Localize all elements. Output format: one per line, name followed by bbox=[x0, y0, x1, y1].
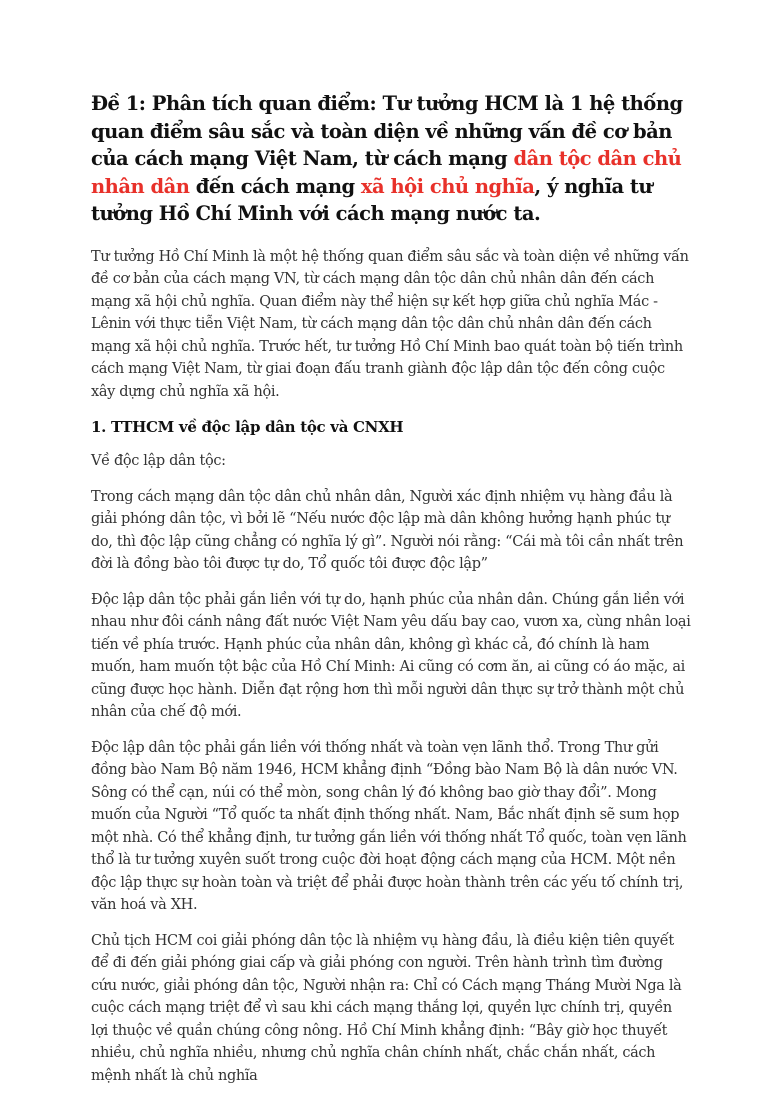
intro-paragraph: Tư tưởng Hồ Chí Minh là một hệ thống quan điểm sâu sắc và toàn diện về những vấn đề cơ bản của cách mạng VN, từ cách mạng dân tộc dân chủ nhân dân đến cách mạng xã hội chủ nghĩa. Quan điểm này thể hiện sự kết hợp giữa chủ nghĩa Mác - Lênin với thực tiễn Việt Nam, từ cách mạng dân tộc dân chủ nhân dân đến cách mạng xã hội chủ nghĩa. Trước hết, tư tưởng Hồ Chí Minh bao quát toàn bộ tiến trình cách mạng Việt Nam, từ giai đoạn đấu tranh giành độc lập dân tộc đến công cuộc xây dựng chủ nghĩa xã hội. bbox=[91, 248, 689, 400]
section-1-paragraph-2: Độc lập dân tộc phải gắn liền với tự do, hạnh phúc của nhân dân. Chúng gắn liền với nhau như đôi cánh nâng đất nước Việt Nam yêu dấu bay cao, vươn xa, cùng nhân loại tiến về phía trước. Hạnh phúc của nhân dân, không gì khác cả, đó chính là ham muốn, ham muốn tột bậc của Hồ Chí Minh: Ai cũng có cơm ăn, ai cũng có áo mặc, ai cũng được học hành. Diễn đạt rộng hơn thì mỗi người dân thực sự trở thành một chủ nhân của chế độ mới. bbox=[91, 591, 691, 720]
title-highlight-1: dân tộc dân chủ nhân dân bbox=[91, 147, 682, 198]
title-text-part-1: Đề 1: Phân tích quan điểm: Tư tưởng HCM là 1 hệ thống quan điểm sâu sắc và toàn diện về những vấn đề cơ bản của cách mạng Việt Nam, từ cách mạng bbox=[91, 92, 683, 170]
document-title bbox=[91, 90, 691, 228]
section-1-paragraph-4: Chủ tịch HCM coi giải phóng dân tộc là nhiệm vụ hàng đầu, là điều kiện tiên quyết để đi đến giải phóng giai cấp và giải phóng con người. Trên hành trình tìm đường cứu nước, giải phóng dân tộc, Người nhận ra: Chỉ có Cách mạng Tháng Mười Nga là cuộc cách mạng triệt để vì sau khi cách mạng thắng lợi, quyền lực chính trị, quyền lợi thuộc về quần chúng công nông. Hồ Chí Minh khẳng định: “Bây giờ học thuyết nhiều, chủ nghĩa nhiều, nhưng chủ nghĩa chân chính nhất, chắc chắn nhất, cách mệnh nhất là chủ nghĩa bbox=[91, 932, 682, 1084]
section-1-paragraph-1: Trong cách mạng dân tộc dân chủ nhân dân, Người xác định nhiệm vụ hàng đầu là giải phóng dân tộc, vì bởi lẽ “Nếu nước độc lập mà dân không hưởng hạnh phúc tự do, thì độc lập cũng chẳng có nghĩa lý gì”. Người nói rằng: “Cái mà tôi cần nhất trên đời là đồng bào tôi được tự do, Tổ quốc tôi được độc lập” bbox=[91, 488, 684, 572]
section-1-heading: 1. TTHCM về độc lập dân tộc và CNXH bbox=[91, 418, 404, 436]
title-highlight-2: xã hội chủ nghĩa bbox=[360, 174, 535, 198]
title-text-part-2: đến cách mạng bbox=[189, 174, 361, 198]
section-1-subheading: Về độc lập dân tộc: bbox=[91, 453, 226, 469]
document-page bbox=[91, 90, 691, 1100]
section-1-paragraph-3: Độc lập dân tộc phải gắn liền với thống nhất và toàn vẹn lãnh thổ. Trong Thư gửi đồng bào Nam Bộ năm 1946, HCM khẳng định “Đồng bào Nam Bộ là dân nước VN. Sông có thể cạn, núi có thể mòn, song chân lý đó không bao giờ thay đổi”. Mong muốn của Người “Tổ quốc ta nhất định thống nhất. Nam, Bắc nhất định sẽ sum họp một nhà. Có thể khẳng định, tư tưởng gắn liền với thống nhất Tổ quốc, toàn vẹn lãnh thổ là tư tưởng xuyên suốt trong cuộc đời hoạt động cách mạng của HCM. Một nền độc lập thực sự hoàn toàn và triệt để phải được hoàn thành trên các yếu tố chính trị, văn hoá và XH. bbox=[91, 739, 687, 913]
title-text-part-3: , ý nghĩa tư tưởng Hồ Chí Minh với cách mạng nước ta. bbox=[91, 174, 653, 225]
